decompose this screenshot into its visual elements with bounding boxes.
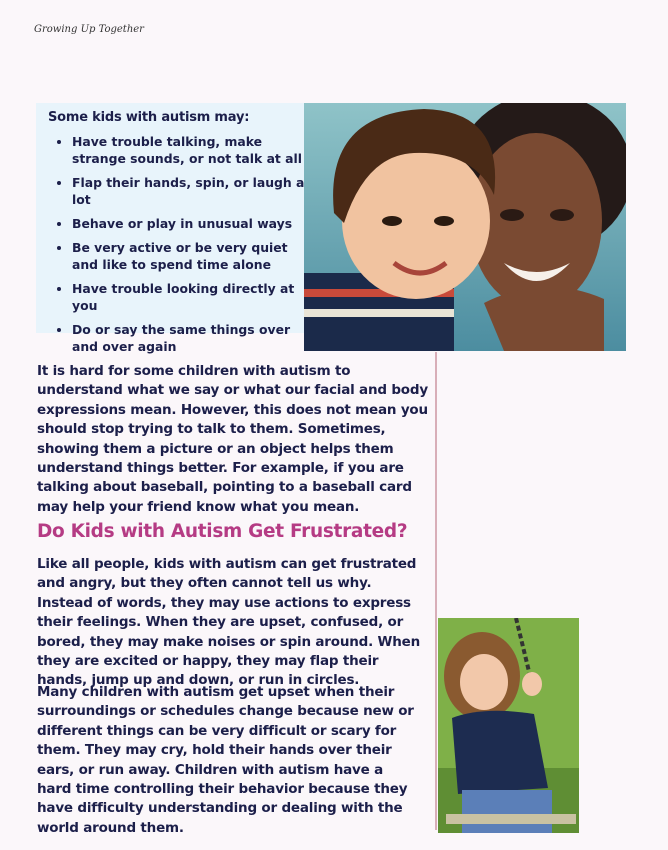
autism-traits-box [36, 103, 305, 354]
list-item: • Have trouble talking, make strange sounds, or not talk at all [72, 133, 314, 167]
running-header: Growing Up Together [34, 24, 144, 35]
list-item: • Do or say the same things over and over again [72, 321, 314, 355]
list-intro: Some kids with autism may: [48, 110, 250, 125]
photo-girl-on-swing [438, 618, 579, 833]
list-item: • Be very active or be very quiet and like to spend time alone [72, 239, 314, 273]
body-paragraph-2: Like all people, kids with autism can get frustrated and angry, but they often cannot tell us why. Instead of words, they may use actions to express their feelings. When they are upset, confused, or bored, they may make noises or spin around. When they are excited or happy, they may flap their hands, jump up and down, or run in circles. [37, 556, 421, 689]
list-item: • Flap their hands, spin, or laugh a lot [72, 174, 314, 208]
photo-two-smiling-children [304, 103, 626, 351]
body-paragraph-1: It is hard for some children with autism to understand what we say or what our facial and body expressions mean. However, this does not mean you should stop trying to talk to them. Sometimes, showing them a picture or an object helps them understand things better. For example, if you are talking about baseball, pointing to a baseball card may help your friend know what you mean. [37, 363, 428, 515]
section-heading: Do Kids with Autism Get Frustrated? [37, 521, 408, 542]
list-item: • Have trouble looking directly at you [72, 280, 314, 314]
list-item: • Behave or play in unusual ways [72, 215, 314, 232]
body-paragraph-3: Many children with autism get upset when their surroundings or schedules change because new or different things can be very difficult or scary for them. They may cry, hold their hands over their ears, or run away. Children with autism have a hard time controlling their behavior because they have difficulty understanding or dealing with the world around them. [37, 684, 414, 836]
traits-list [54, 133, 314, 362]
column-divider [435, 352, 437, 830]
